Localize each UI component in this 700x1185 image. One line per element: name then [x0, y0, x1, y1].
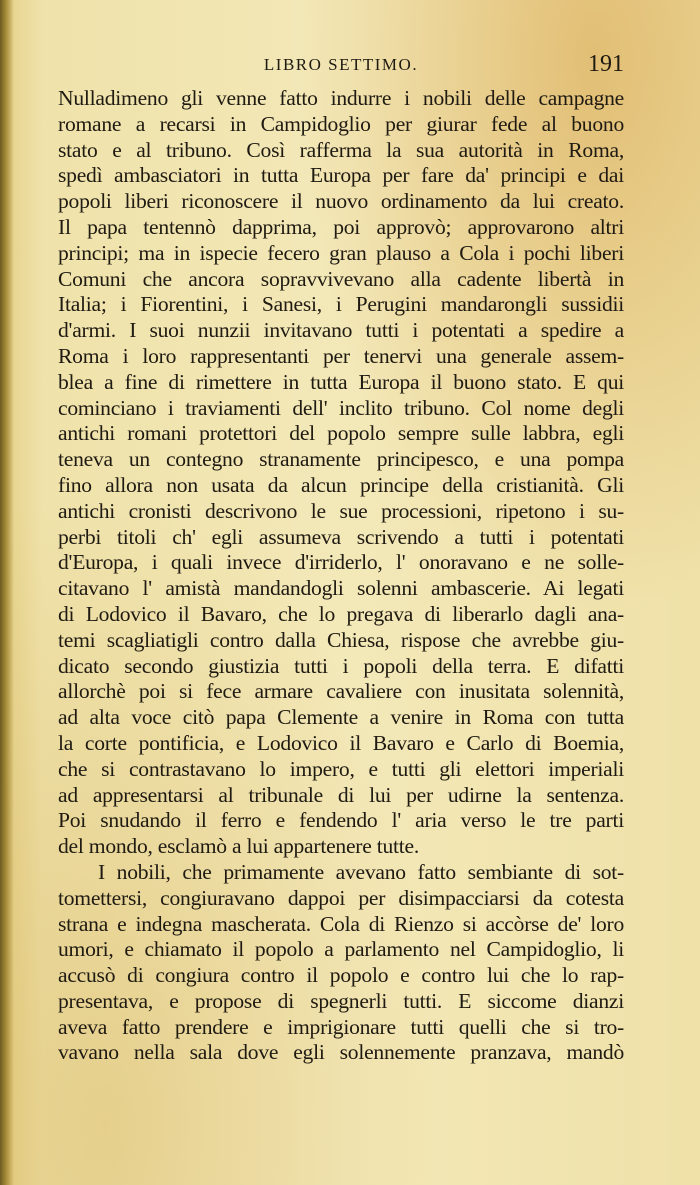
text-line: la corte pontificia, e Lodovico il Bavaro e Carlo di Boemia, [58, 730, 624, 755]
text-line: di Lodovico il Bavaro, che lo pregava di liberarlo dagli ana- [58, 601, 624, 626]
text-line: popoli liberi riconoscere il nuovo ordinamento da lui creato. [58, 189, 624, 214]
text-line: vavano nella sala dove egli solennemente pranzava, mandò [58, 1040, 624, 1065]
text-line: del mondo, esclamò a lui appartenere tutte. [58, 834, 420, 859]
text-line: ad alta voce citò papa Clemente a venire in Roma con tutta [58, 705, 624, 730]
text-line: d'armi. I suoi nunzii invitavano tutti i potentati a spedire a [58, 318, 624, 343]
text-line: principi; ma in ispecie fecero gran plauso a Cola i pochi liberi [58, 240, 624, 265]
text-line: spedì ambasciatori in tutta Europa per fare da' principi e dai [58, 163, 624, 188]
page-edge [0, 0, 14, 1185]
text-line: che si contrastavano lo impero, e tutti gli elettori imperiali [58, 756, 624, 781]
text-line: teneva un contegno stranamente principesco, e una pompa [58, 447, 624, 472]
text-line: ad appresentarsi al tribunale di lui per udirne la sentenza. [58, 782, 624, 807]
running-head: LIBRO SETTIMO. [263, 55, 419, 74]
text-line: temi scagliatigli contro dalla Chiesa, rispose che avrebbe giu- [58, 627, 624, 652]
body-text [58, 86, 624, 1066]
text-line: perbi titoli ch' egli assumeva scrivendo a tutti i potentati [58, 524, 624, 549]
text-line: allorchè poi si fece armare cavaliere con inusitata solennità, [58, 679, 624, 704]
text-line: Nulladimeno gli venne fatto indurre i nobili delle campagne [58, 86, 624, 110]
text-line: stato e al tribuno. Così rafferma la sua autorità in Roma, [58, 137, 624, 162]
text-line: dicato secondo giustizia tutti i popoli della terra. E difatti [58, 653, 624, 678]
text-line: Il papa tentennò dapprima, poi approvò; approvarono altri [58, 214, 624, 239]
text-line: accusò di congiura contro il popolo e contro lui che lo rap- [58, 963, 624, 988]
text-line: I nobili, che primamente avevano fatto sembiante di sot- [98, 859, 624, 884]
text-line: Comuni che ancora sopravvivevano alla cadente libertà in [58, 266, 624, 291]
text-line: strana e indegna mascherata. Cola di Rienzo si accòrse de' loro [58, 911, 624, 936]
text-line: presentava, e propose di spegnerli tutti. E siccome dianzi [58, 988, 624, 1013]
text-line: antichi romani protettori del popolo sempre sulle labbra, egli [58, 421, 624, 446]
text-line: cominciano i traviamenti dell' inclito tribuno. Col nome degli [58, 395, 624, 420]
page-header [58, 51, 624, 87]
text-line: Roma i loro rappresentanti per tenervi una generale assem- [58, 343, 624, 368]
text-line: umori, e chiamato il popolo a parlamento nel Campidoglio, li [58, 937, 624, 962]
text-line: romane a recarsi in Campidoglio per giurar fede al buono [58, 111, 624, 136]
text-line: aveva fatto prendere e imprigionare tutti quelli che si tro- [58, 1014, 624, 1039]
text-line: tomettersi, congiuravano dappoi per disimpacciarsi da cotesta [58, 885, 624, 910]
text-line: d'Europa, i quali invece d'irriderlo, l' onoravano e ne solle- [58, 550, 624, 575]
text-line: antichi cronisti descrivono le sue processioni, ripetono i su- [58, 498, 624, 523]
text-line: Italia; i Fiorentini, i Sanesi, i Perugini mandarongli sussidii [58, 292, 624, 317]
page-number: 191 [588, 51, 624, 77]
text-line: fino allora non usata da alcun principe della cristianità. Gli [58, 472, 624, 497]
text-line: citavano l' amistà mandandogli solenni ambascerie. Ai legati [58, 576, 624, 601]
text-line: Poi snudando il ferro e fendendo l' aria verso le tre parti [58, 808, 624, 833]
text-line: blea a fine di rimettere in tutta Europa il buono stato. E qui [58, 369, 624, 394]
